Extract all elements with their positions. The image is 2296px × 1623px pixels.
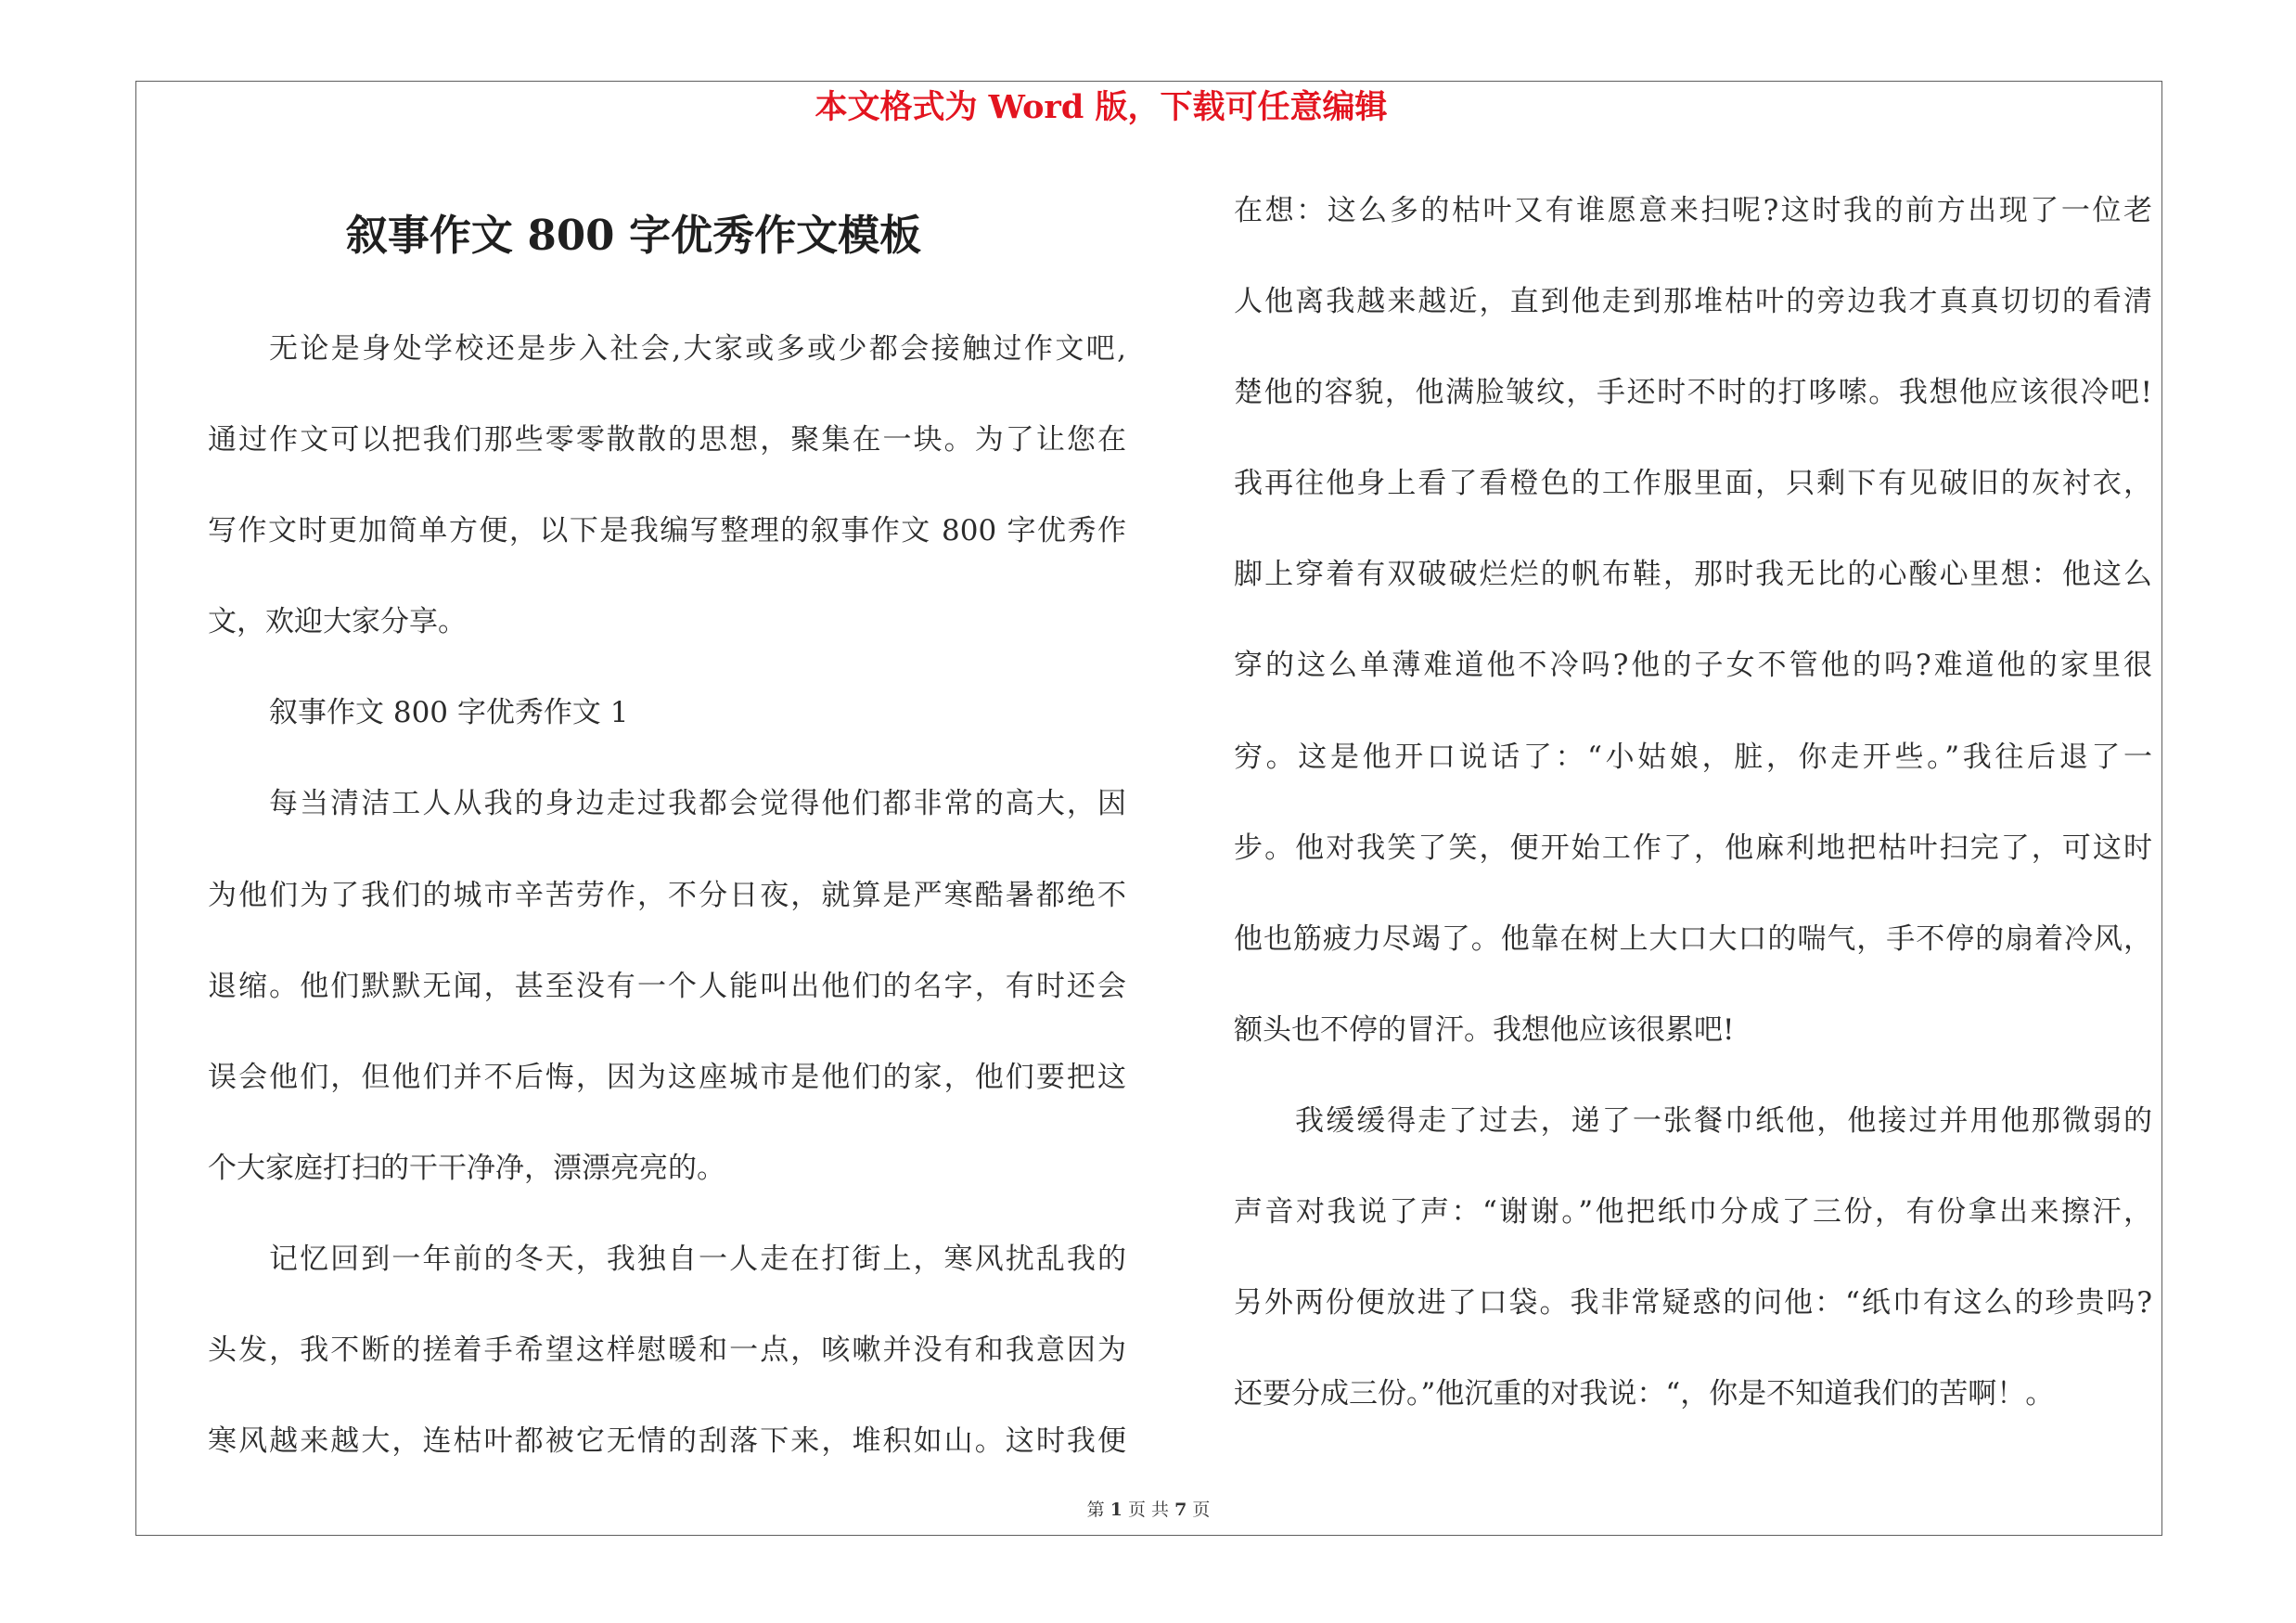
text-line: 寒风越来越大，连枯叶都被它无情的刮落下来，堆积如山。这时我便 [208, 1424, 1126, 1459]
text-line: 退缩。他们默默无闻，甚至没有一个人能叫出他们的名字，有时还会 [208, 969, 1126, 1003]
text-line: 写作文时更加简单方便，以下是我编写整理的叙事作文 800 字优秀作 [208, 514, 1126, 548]
text-line: 还要分成三份。”他沉重的对我说：“，你是不知道我们的苦啊！。 [1234, 1377, 2055, 1411]
text-line: 他也筋疲力尽竭了。他靠在树上大口大口的喘气，手不停的扇着冷风， [1234, 921, 2152, 956]
text-line: 每当清洁工人从我的身边走过我都会觉得他们都非常的高大，因 [269, 787, 1126, 821]
text-line: 步。他对我笑了笑，便开始工作了，他麻利地把枯叶扫完了，可这时 [1234, 831, 2152, 865]
text-line: 楚他的容貌，他满脸皱纹，手还时不时的打哆嗦。我想他应该很冷吧! [1234, 376, 2152, 410]
current-page-number: 1 [1110, 1500, 1122, 1520]
text-line: 无论是身处学校还是步入社会,大家或多或少都会接触过作文吧, [269, 332, 1126, 366]
text-line: 文，欢迎大家分享。 [208, 605, 467, 639]
text-line: 声音对我说了声：“谢谢。”他把纸巾分成了三份，有份拿出来擦汗， [1234, 1195, 2152, 1230]
text-line: 头发，我不断的搓着手希望这样慰暖和一点，咳嗽并没有和我意因为 [208, 1333, 1126, 1368]
left-column [208, 303, 1126, 1487]
text-line: 为他们为了我们的城市辛苦劳作，不分日夜，就算是严寒酷暑都绝不 [208, 878, 1126, 912]
text-line: 人他离我越来越近，直到他走到那堆枯叶的旁边我才真真切切的看清 [1234, 285, 2152, 319]
page-footer [1009, 1499, 1288, 1521]
text-line: 另外两份便放进了口袋。我非常疑惑的问他：“纸巾有这么的珍贵吗? [1234, 1286, 2152, 1320]
total-pages-number: 7 [1174, 1500, 1187, 1520]
text-line: 额头也不停的冒汗。我想他应该很累吧! [1234, 1012, 1735, 1047]
page-middle: 页 共 [1127, 1500, 1170, 1520]
page-suffix: 页 [1192, 1500, 1211, 1520]
text-line: 误会他们，但他们并不后悔，因为这座城市是他们的家，他们要把这 [208, 1060, 1126, 1094]
text-line: 脚上穿着有双破破烂烂的帆布鞋，那时我无比的心酸心里想：他这么 [1234, 558, 2152, 592]
text-line: 记忆回到一年前的冬天，我独自一人走在打街上，寒风扰乱我的 [269, 1242, 1126, 1276]
text-line: 在想：这么多的枯叶又有谁愿意来扫呢?这时我的前方出现了一位老 [1234, 194, 2152, 227]
page-prefix: 第 [1086, 1500, 1105, 1520]
text-line: 我再往他身上看了看橙色的工作服里面，只剩下有见破旧的灰衬衣， [1234, 467, 2152, 501]
header-notice: 本文格式为 Word 版，下载可任意编辑 [815, 88, 1388, 126]
right-column [1234, 165, 2152, 1439]
section-heading: 叙事作文 800 字优秀作文 1 [269, 696, 629, 730]
text-line: 穷。这是他开口说话了：“小姑娘，脏，你走开些。”我往后退了一 [1234, 740, 2152, 774]
text-line: 个大家庭打扫的干干净净，漂漂亮亮的。 [208, 1151, 725, 1185]
document-title: 叙事作文 800 字优秀作文模板 [345, 211, 922, 260]
text-line: 我缓缓得走了过去，递了一张餐巾纸他，他接过并用他那微弱的 [1295, 1103, 2152, 1138]
text-line: 穿的这么单薄难道他不冷吗?他的子女不管他的吗?难道他的家里很 [1234, 649, 2152, 683]
text-line: 通过作文可以把我们那些零零散散的思想，聚集在一块。为了让您在 [208, 423, 1126, 457]
